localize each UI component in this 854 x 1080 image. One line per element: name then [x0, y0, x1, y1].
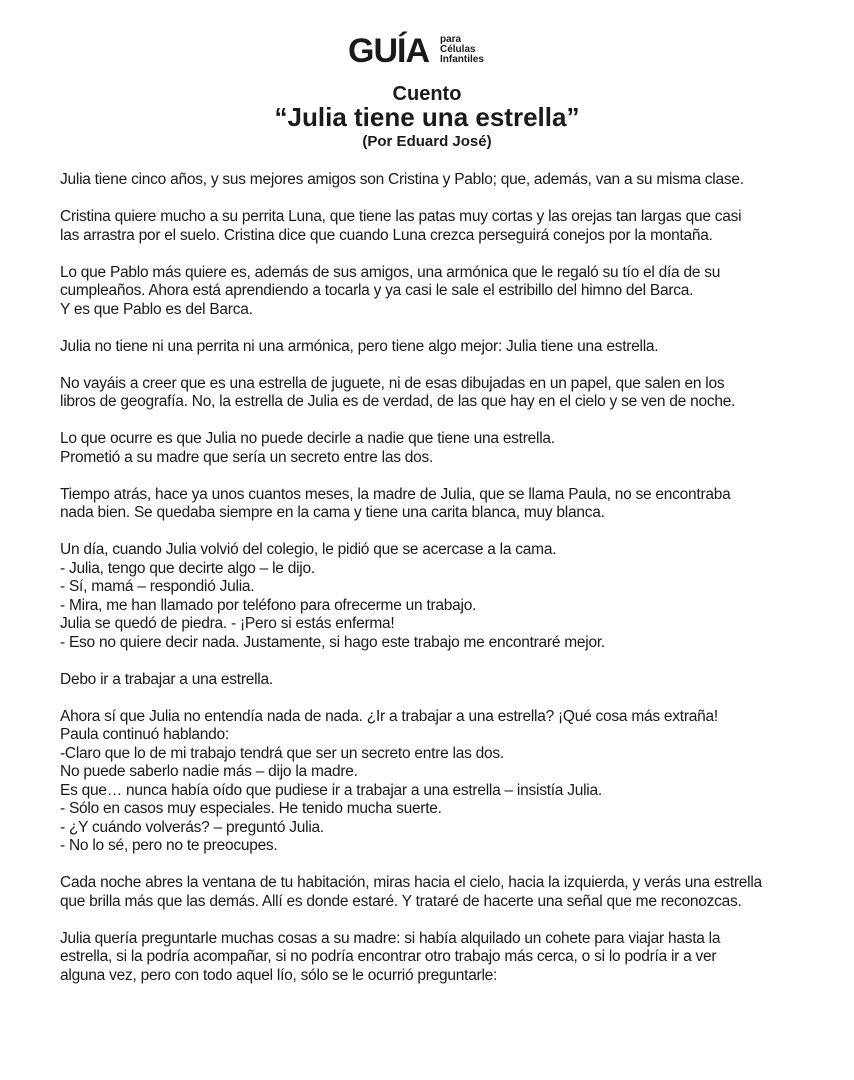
- paragraph-line: -Claro que lo de mi trabajo tendrá que ser un secreto entre las dos.: [60, 744, 504, 762]
- paragraph-line: - No lo sé, pero no te preocupes.: [60, 837, 278, 854]
- story-byline: (Por Eduard José): [362, 133, 492, 150]
- paragraph-line: - ¿Y cuándo volverás? – preguntó Julia.: [60, 818, 324, 836]
- story-kicker: Cuento: [392, 83, 462, 105]
- logo-sub-line: Infantiles: [440, 54, 484, 65]
- story-paragraph: [60, 375, 802, 412]
- paragraph-line: nada bien. Se quedaba siempre en la cama y tiene una carita blanca, muy blanca.: [60, 504, 605, 521]
- paragraph-line: Julia quería preguntarle muchas cosas a su madre: si había alquilado un cohete para viajar hasta la: [60, 929, 721, 947]
- logo-sub-line: para: [440, 34, 462, 45]
- story-body: [60, 171, 802, 1004]
- paragraph-line: libros de geografía. No, la estrella de Julia es de verdad, de las que hay en el cielo y se ven de noche.: [60, 393, 736, 410]
- story-paragraph: [60, 708, 802, 856]
- paragraph-line: Cada noche abres la ventana de tu habitación, miras hacia el cielo, hacia la izquierda, y verás una estrella: [60, 874, 762, 891]
- paragraph-line: las arrastra por el suelo. Cristina dice que cuando Luna crezca perseguirá conejos por la montaña.: [60, 226, 713, 244]
- paragraph-line: No vayáis a creer que es una estrella de juguete, ni de esas dibujadas en un papel, que salen en los: [60, 374, 725, 392]
- paragraph-line: - Mira, me han llamado por teléfono para ofrecerme un trabajo.: [60, 596, 477, 614]
- paragraph-line: Un día, cuando Julia volvió del colegio, le pidió que se acercase a la cama.: [60, 541, 557, 558]
- paragraph-line: Julia no tiene ni una perrita ni una armónica, pero tiene algo mejor: Julia tiene una estrella.: [60, 337, 659, 355]
- paragraph-line: Cristina quiere mucho a su perrita Luna, que tiene las patas muy cortas y las orejas tan largas que casi: [60, 208, 742, 225]
- story-paragraph: [60, 338, 802, 357]
- paragraph-line: Lo que ocurre es que Julia no puede decirle a nadie que tiene una estrella.: [60, 430, 555, 447]
- logo-sub-line: Células: [440, 44, 476, 55]
- paragraph-line: Tiempo atrás, hace ya unos cuantos meses, la madre de Julia, que se llama Paula, no se encontraba: [60, 485, 731, 503]
- paragraph-line: Prometió a su madre que sería un secreto entre las dos.: [60, 448, 434, 466]
- paragraph-line: Debo ir a trabajar a una estrella.: [60, 670, 273, 688]
- logo-subtitle: [440, 35, 510, 65]
- paragraph-line: que brilla más que las demás. Allí es donde estaré. Y trataré de hacerte una señal que me reconozcas.: [60, 892, 742, 910]
- logo-wordmark: GUÍA: [348, 32, 429, 70]
- story-title: “Julia tiene una estrella”: [274, 102, 580, 132]
- story-paragraph: [60, 171, 802, 190]
- paragraph-line: estrella, si la podría acompañar, si no podría encontrar otro trabajo más cerca, o si lo podría ir a ver: [60, 948, 717, 965]
- paragraph-line: cumpleaños. Ahora está aprendiendo a tocarla y ya casi le sale el estribillo del himno del Barca.: [60, 282, 694, 299]
- story-paragraph: [60, 208, 802, 245]
- paragraph-line: Julia se quedó de piedra. - ¡Pero si estás enferma!: [60, 615, 395, 632]
- paragraph-line: No puede saberlo nadie más – dijo la madre.: [60, 763, 358, 780]
- paragraph-line: Julia tiene cinco años, y sus mejores amigos son Cristina y Pablo; que, además, van a su misma clase.: [60, 171, 744, 188]
- paragraph-line: Y es que Pablo es del Barca.: [60, 300, 253, 318]
- paragraph-line: - Sólo en casos muy especiales. He tenido mucha suerte.: [60, 800, 442, 817]
- paragraph-line: alguna vez, pero con todo aquel lío, sólo se le ocurrió preguntarle:: [60, 966, 498, 984]
- paragraph-line: - Julia, tengo que decirte algo – le dijo.: [60, 559, 315, 577]
- story-paragraph: [60, 671, 802, 690]
- paragraph-line: Ahora sí que Julia no entendía nada de nada. ¿Ir a trabajar a una estrella? ¡Qué cosa más extraña!: [60, 707, 718, 725]
- paragraph-line: - Eso no quiere decir nada. Justamente, si hago este trabajo me encontraré mejor.: [60, 633, 605, 651]
- paragraph-line: Paula continuó hablando:: [60, 726, 229, 743]
- story-paragraph: [60, 430, 802, 467]
- paragraph-line: Lo que Pablo más quiere es, además de sus amigos, una armónica que le regaló su tío el día de su: [60, 263, 721, 281]
- paragraph-line: - Sí, mamá – respondió Julia.: [60, 578, 255, 595]
- story-paragraph: [60, 264, 802, 320]
- story-paragraph: [60, 486, 802, 523]
- story-paragraph: [60, 930, 802, 986]
- story-paragraph: [60, 874, 802, 911]
- paragraph-line: Es que… nunca había oído que pudiese ir a trabajar a una estrella – insistía Julia.: [60, 781, 602, 799]
- story-paragraph: [60, 541, 802, 652]
